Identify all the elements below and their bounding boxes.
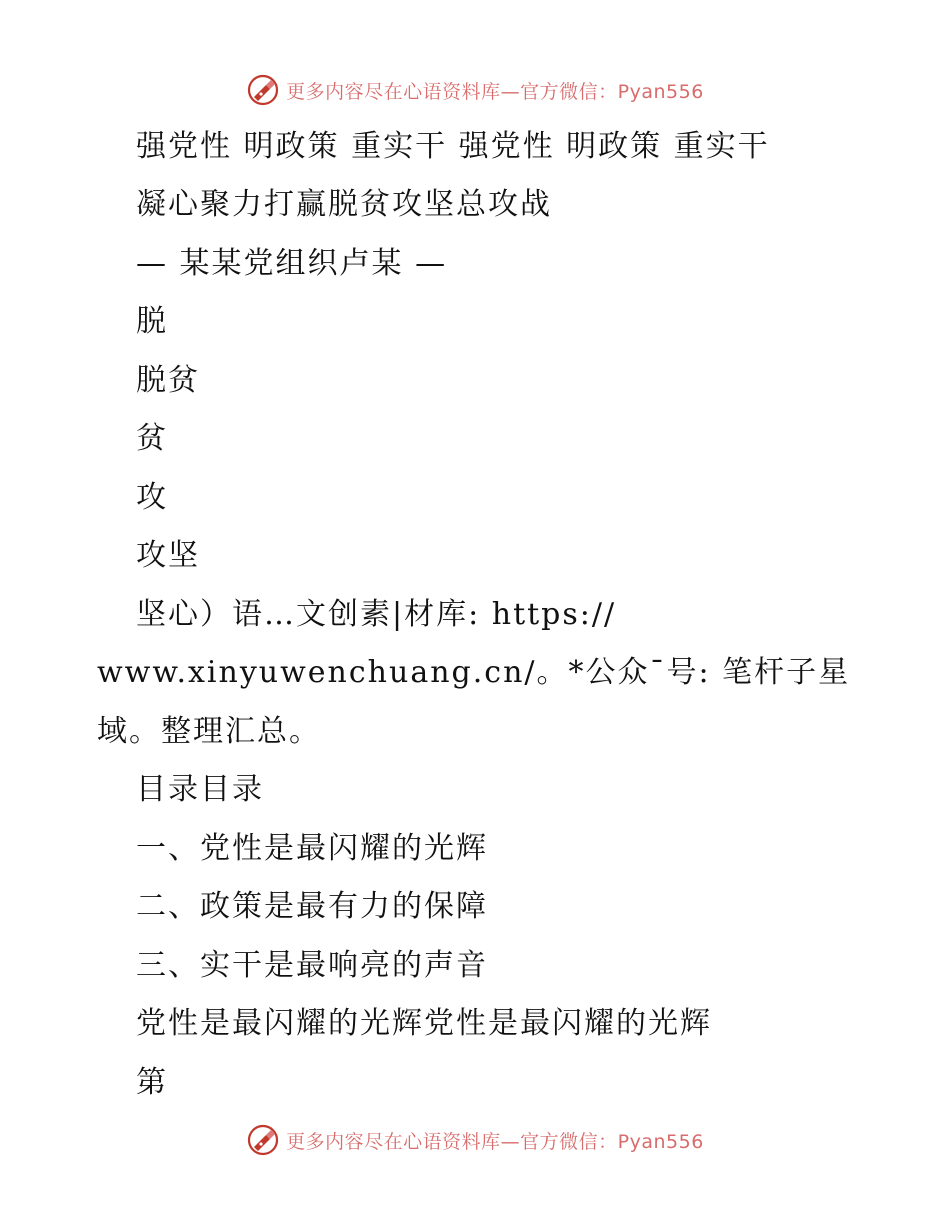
- footer-banner: [0, 1120, 950, 1160]
- footer-banner-text: 更多内容尽在心语资料库—官方微信：Pyan556: [286, 1130, 704, 1153]
- section-heading: 党性是最闪耀的光辉党性是最闪耀的光辉: [136, 1006, 712, 1041]
- toc-item: 三、实干是最响亮的声音: [136, 948, 488, 983]
- footer-banner-content: [246, 1123, 704, 1157]
- source-line: 坚心）语…文创素|材库: https://: [136, 597, 617, 632]
- toc-heading: 目录目录: [136, 772, 264, 807]
- header-banner-text: 更多内容尽在心语资料库—官方微信：Pyan556: [286, 80, 704, 103]
- header-banner: [0, 70, 950, 110]
- source-line-end: 域。整理汇总。: [97, 714, 321, 749]
- document-title: 凝心聚力打赢脱贫攻坚总攻战: [136, 187, 552, 222]
- heading-fragment: 攻坚: [136, 538, 200, 573]
- heading-fragment: 脱: [136, 304, 168, 339]
- pen-nib-logo-icon: [246, 1123, 280, 1157]
- source-line-continued: www.xinyuwenchuang.cn/。*公众¯号: 笔杆子星: [97, 655, 851, 690]
- pen-nib-logo-icon: [246, 73, 280, 107]
- author-line: — 某某党组织卢某 —: [136, 246, 448, 281]
- section-fragment: 第: [136, 1065, 168, 1100]
- header-banner-content: [246, 73, 704, 107]
- toc-item: 二、政策是最有力的保障: [136, 889, 488, 924]
- toc-item: 一、党性是最闪耀的光辉: [136, 831, 488, 866]
- heading-fragment: 贫: [136, 421, 168, 456]
- heading-fragment: 脱贫: [136, 363, 200, 398]
- heading-fragment: 攻: [136, 480, 168, 515]
- slogan-line: 强党性 明政策 重实干 强党性 明政策 重实干: [136, 129, 770, 164]
